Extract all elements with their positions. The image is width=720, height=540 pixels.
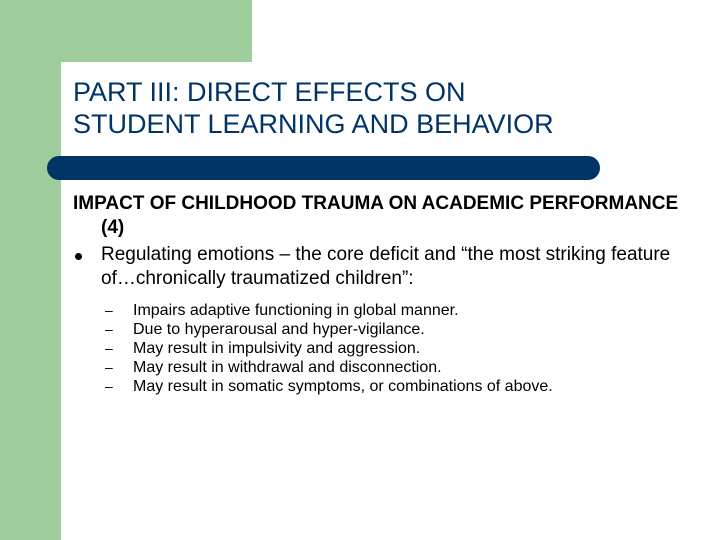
- main-bullet-text: Regulating emotions – the core deficit and “the most striking feature of…chronically traumatized children”:: [101, 244, 671, 289]
- dash-bullet-icon: –: [105, 302, 113, 318]
- slide-title-line-1: PART III: DIRECT EFFECTS ON: [73, 77, 466, 107]
- section-heading: IMPACT OF CHILDHOOD TRAUMA ON ACADEMIC PERFORMANCE (4): [73, 193, 679, 238]
- sub-bullet-item: [73, 301, 703, 320]
- sub-bullet-item: [73, 320, 703, 339]
- slide-title-line-2: STUDENT LEARNING AND BEHAVIOR: [73, 109, 554, 139]
- decorative-green-bar-left: [0, 0, 61, 540]
- slide-title: [73, 76, 693, 140]
- sub-bullet-list: [73, 301, 703, 396]
- sub-bullet-item: [73, 358, 703, 377]
- sub-bullet-item: [73, 377, 703, 396]
- dash-bullet-icon: –: [105, 359, 113, 375]
- slide-body: [73, 192, 703, 396]
- main-bullet: [73, 243, 703, 291]
- dash-bullet-icon: –: [105, 321, 113, 337]
- dash-bullet-icon: –: [105, 340, 113, 356]
- sub-bullet-text: Due to hyperarousal and hyper-vigilance.: [133, 321, 425, 338]
- title-divider-bar: [47, 156, 600, 180]
- dash-bullet-icon: –: [105, 378, 113, 394]
- bullet-dot-icon: [75, 253, 82, 260]
- sub-bullet-text: May result in withdrawal and disconnection.: [133, 359, 442, 376]
- sub-bullet-text: May result in somatic symptoms, or combinations of above.: [133, 378, 553, 395]
- sub-bullet-text: Impairs adaptive functioning in global manner.: [133, 302, 459, 319]
- sub-bullet-item: [73, 339, 703, 358]
- sub-bullet-text: May result in impulsivity and aggression.: [133, 340, 421, 357]
